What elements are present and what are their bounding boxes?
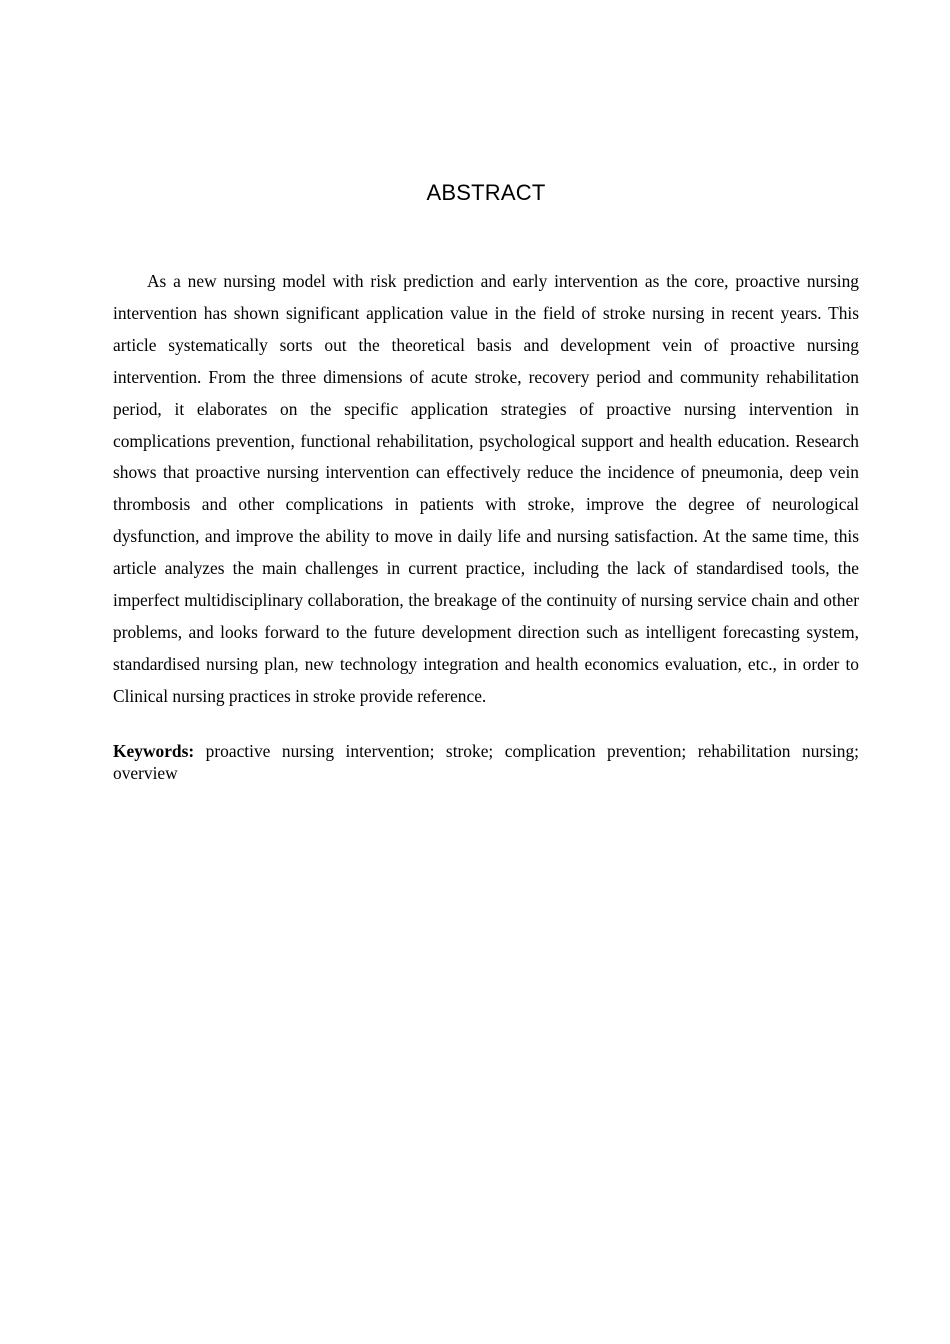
keywords-label: Keywords:: [113, 741, 195, 761]
abstract-heading: ABSTRACT: [426, 180, 546, 205]
keywords-line: [113, 740, 859, 784]
abstract-body: As a new nursing model with risk prediction and early intervention as the core, proactive nursing intervention has shown significant application value in the field of stroke nursing in recent years. This article systematically sorts out the theoretical basis and development vein of proactive nursing intervention. From the three dimensions of acute stroke, recovery period and community rehabilitation period, it elaborates on the specific application strategies of proactive nursing intervention in complications prevention, functional rehabilitation, psychological support and health education. Research shows that proactive nursing intervention can effectively reduce the incidence of pneumonia, deep vein thrombosis and other complications in patients with stroke, improve the degree of neurological dysfunction, and improve the ability to move in daily life and nursing satisfaction. At the same time, this article analyzes the main challenges in current practice, including the lack of standardised tools, the imperfect multidisciplinary collaboration, the breakage of the continuity of nursing service chain and other problems, and looks forward to the future development direction such as intelligent forecasting system, standardised nursing plan, new technology integration and health economics evaluation, etc., in order to Clinical nursing practices in stroke provide reference.: [113, 271, 859, 706]
keywords-text: proactive nursing intervention; stroke; complication prevention; rehabilitation nursing; overview: [113, 741, 859, 783]
